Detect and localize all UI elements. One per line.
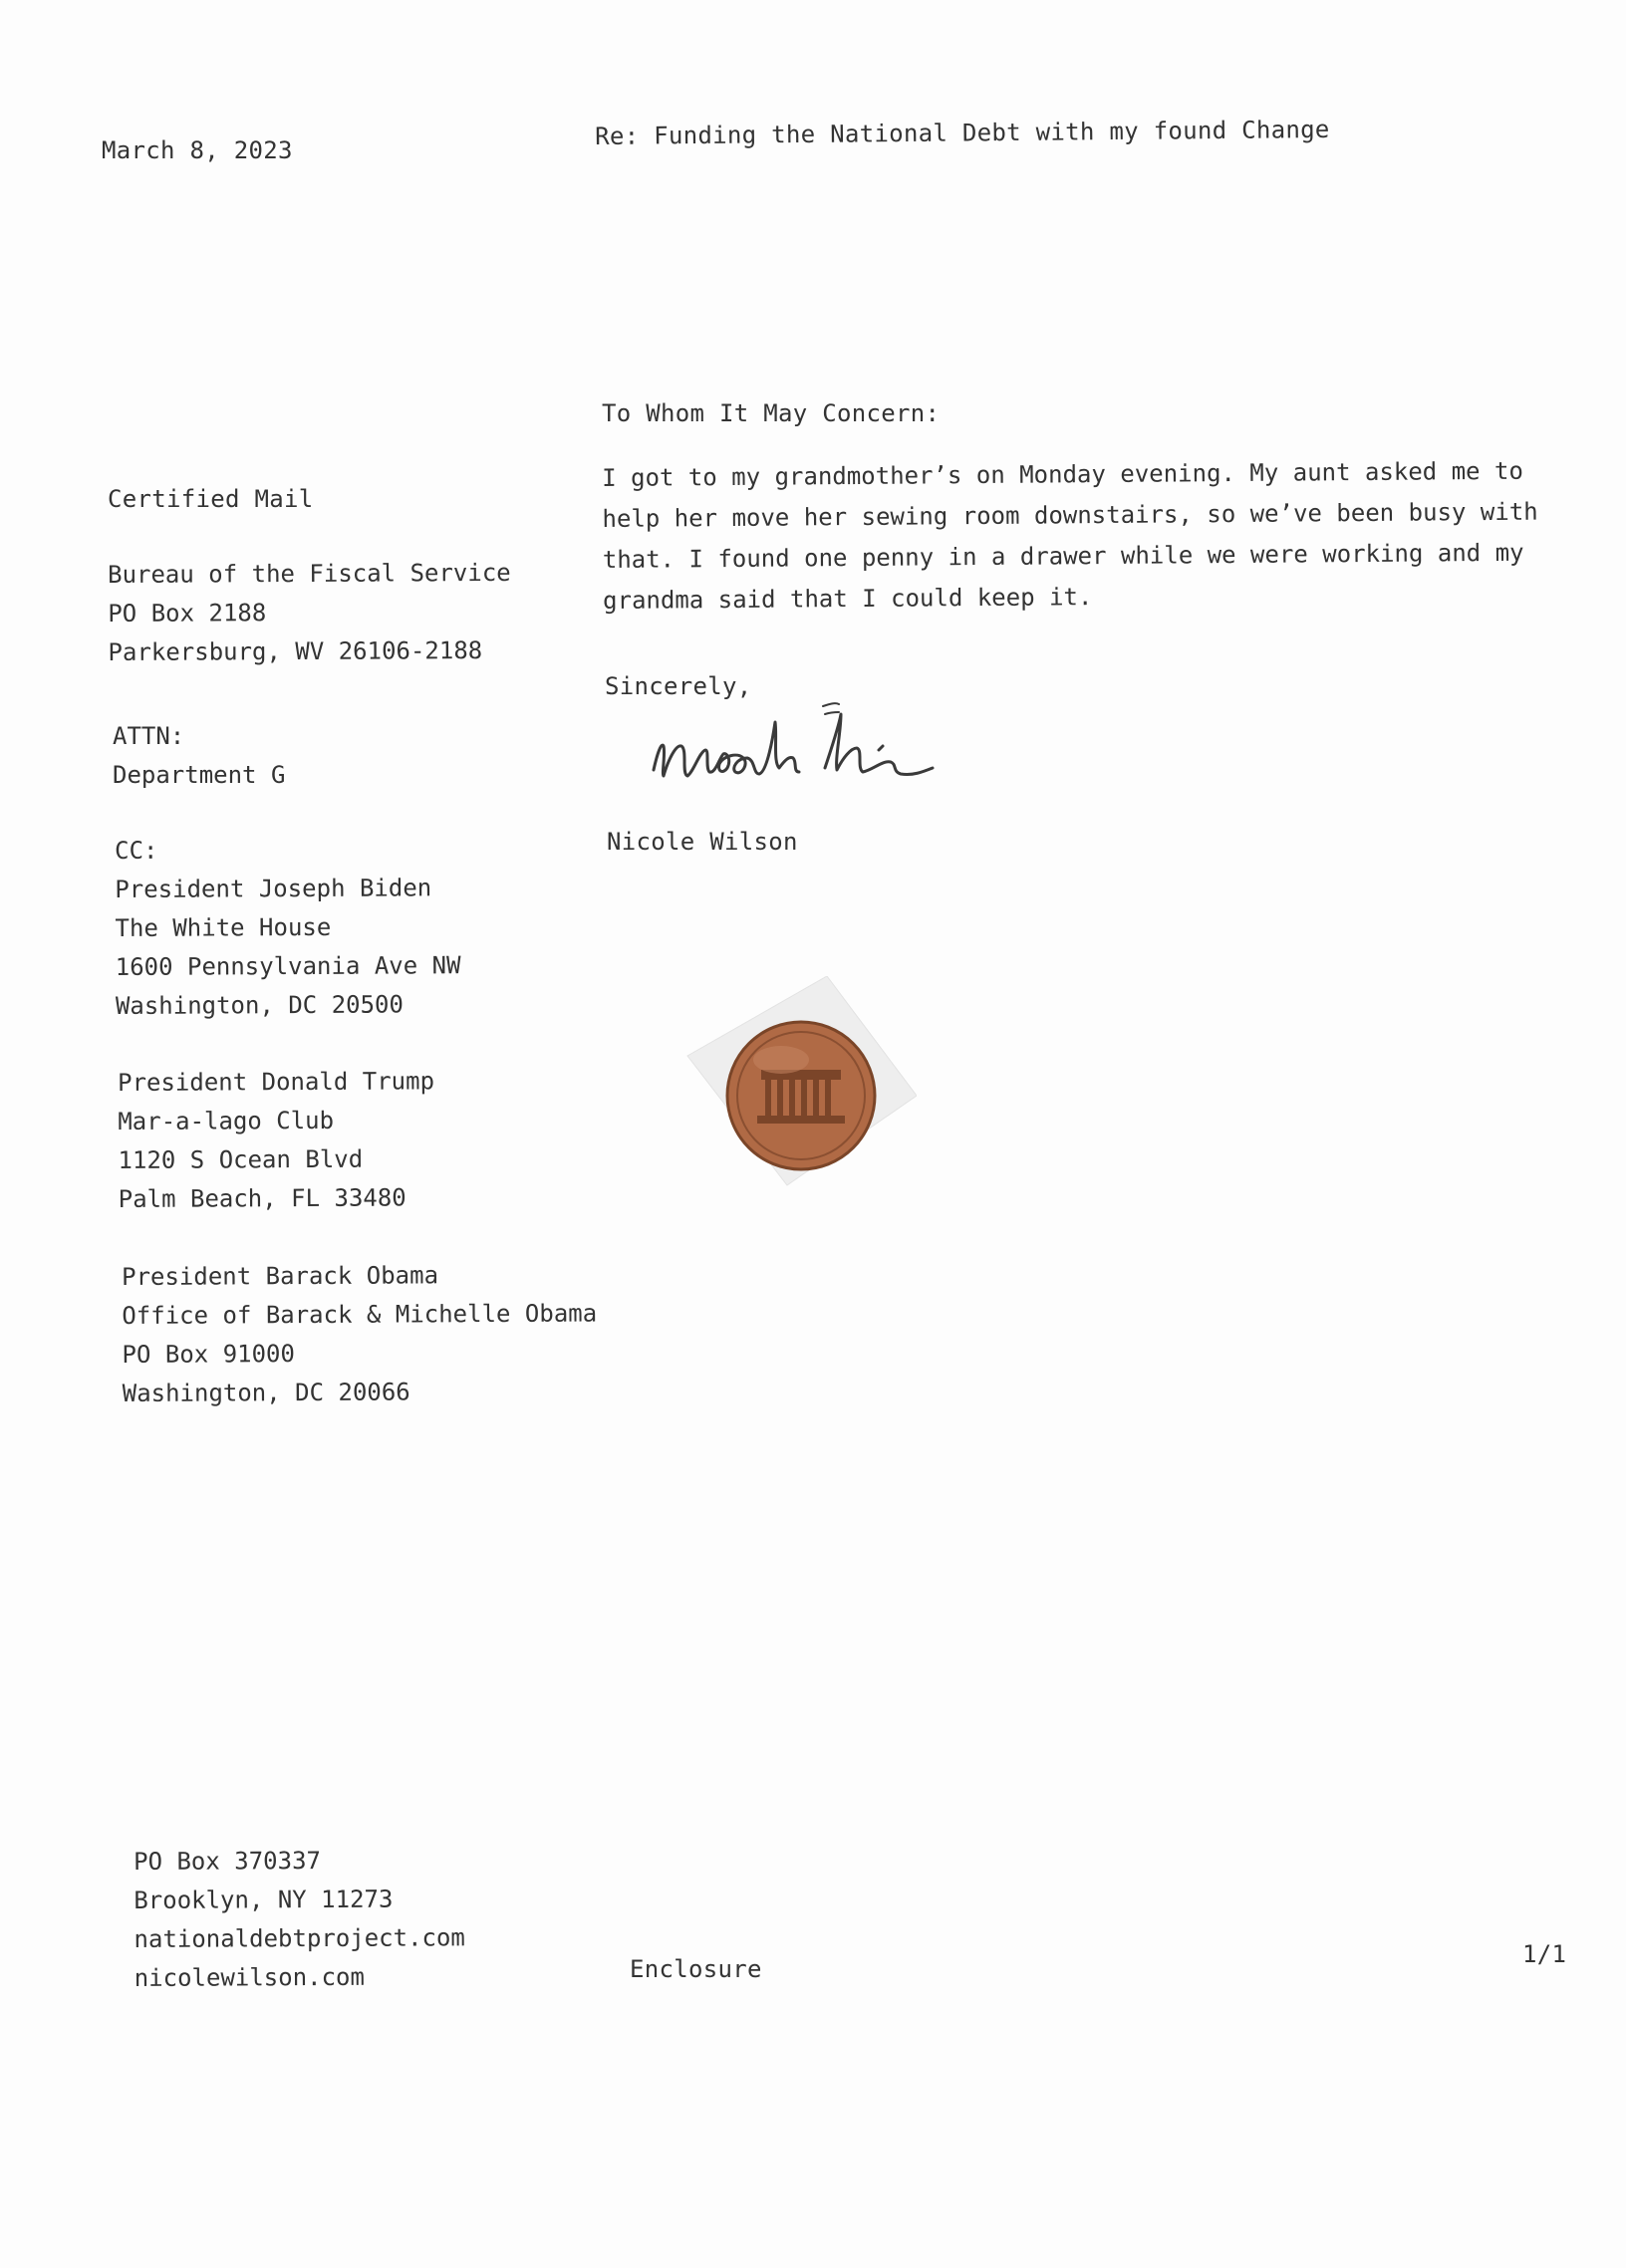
enclosure-label: Enclosure <box>630 1955 762 1983</box>
address-line: PO Box 2188 <box>108 599 267 628</box>
cc-recipient-2 <box>118 1062 435 1219</box>
sender-info <box>134 1841 465 1998</box>
attention-line <box>113 717 285 795</box>
salutation: To Whom It May Concern: <box>602 399 941 427</box>
letter-date: March 8, 2023 <box>102 136 293 164</box>
cc-line: Mar-a-lago Club <box>118 1106 335 1135</box>
address-line: Bureau of the Fiscal Service <box>108 558 511 589</box>
cc-line: 1120 S Ocean Blvd <box>118 1144 364 1174</box>
cc-line: Palm Beach, FL 33480 <box>118 1183 406 1213</box>
handwritten-signature <box>648 702 1006 812</box>
sender-line: Brooklyn, NY 11273 <box>134 1885 394 1914</box>
cc-recipient-1 <box>115 830 461 1026</box>
letter-body <box>602 451 1538 622</box>
sender-line: PO Box 370337 <box>134 1847 322 1876</box>
cc-recipient-3 <box>122 1256 598 1413</box>
recipient-address <box>108 554 511 672</box>
cc-line: Washington, DC 20500 <box>115 990 404 1020</box>
cc-line: 1600 Pennsylvania Ave NW <box>115 951 461 981</box>
cc-line: Washington, DC 20066 <box>122 1378 410 1407</box>
cc-label: CC: <box>115 836 158 865</box>
letter-subject: Re: Funding the National Debt with my found Change <box>595 115 1330 150</box>
cc-line: The White House <box>115 912 332 942</box>
cc-line: President Barack Obama <box>122 1261 439 1291</box>
body-line: help her move her sewing room downstairs, so we’ve been busy with <box>602 497 1538 533</box>
body-line: that. I found one penny in a drawer while we were working and my <box>602 538 1524 574</box>
cc-line: President Joseph Biden <box>115 874 432 903</box>
attn-label: ATTN: <box>113 722 185 750</box>
page-number: 1/1 <box>1522 1940 1567 1968</box>
sender-website: nicolewilson.com <box>134 1962 365 1992</box>
cc-line: Office of Barack & Michelle Obama <box>122 1299 598 1330</box>
sender-website: nationaldebtproject.com <box>134 1923 465 1953</box>
body-line: grandma said that I could keep it. <box>603 583 1093 615</box>
cc-line: PO Box 91000 <box>122 1340 295 1369</box>
cc-line: President Donald Trump <box>118 1067 435 1097</box>
closing: Sincerely, <box>605 672 752 700</box>
penny-image <box>678 976 917 1195</box>
signer-name: Nicole Wilson <box>607 828 798 856</box>
body-line: I got to my grandmother’s on Monday evening. My aunt asked me to <box>602 456 1523 492</box>
address-line: Parkersburg, WV 26106-2188 <box>108 636 483 666</box>
attn-value: Department G <box>113 761 286 789</box>
delivery-method: Certified Mail <box>108 485 314 513</box>
